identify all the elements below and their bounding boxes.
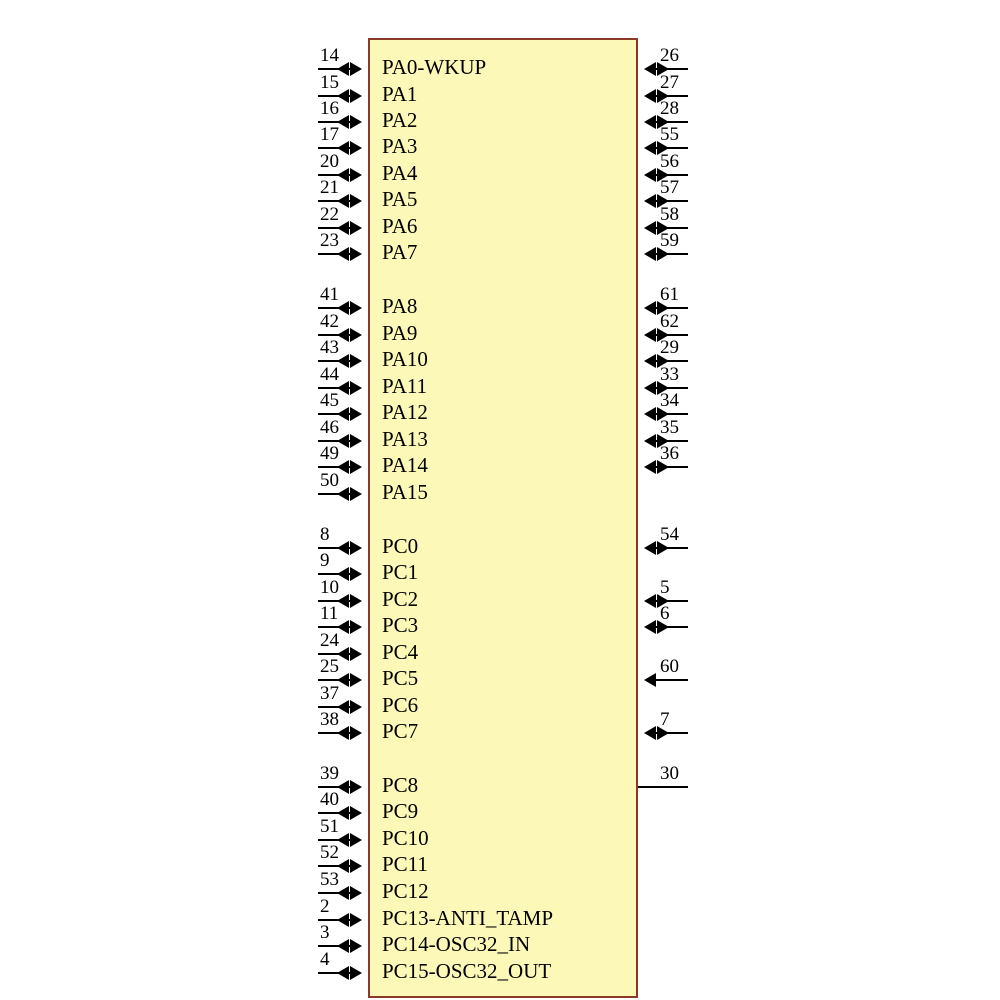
pin-arrow-in-icon: [644, 221, 656, 235]
pin-number: 3: [320, 922, 330, 943]
pin-number: 62: [660, 311, 679, 332]
pin-arrow-in-icon: [350, 594, 362, 608]
pin-number: 8: [320, 524, 330, 545]
pin-label: PA6: [382, 214, 418, 238]
pin-arrow-in-icon: [644, 381, 656, 395]
pin-number: 4: [320, 949, 330, 970]
pin-arrow-in-icon: [350, 541, 362, 555]
pin-number: 56: [660, 151, 679, 172]
pin-arrow-in-icon: [350, 381, 362, 395]
pin-number: 7: [660, 709, 670, 730]
pin-arrow-in-icon: [644, 328, 656, 342]
pin-number: 61: [660, 284, 679, 305]
pin-number: 35: [660, 417, 679, 438]
pin-number: 27: [660, 72, 679, 93]
pin-number: 17: [320, 124, 339, 145]
pin-number: 51: [320, 816, 339, 837]
pin-number: 29: [660, 337, 679, 358]
pin-label: PA1: [382, 82, 418, 106]
pin-label: PC2: [382, 587, 419, 611]
pin-label: PC9: [382, 799, 419, 823]
pin-wire: [638, 786, 688, 788]
pin-number: 57: [660, 177, 679, 198]
pin-arrow-in-icon: [350, 487, 362, 501]
pin-arrow-in-icon: [350, 806, 362, 820]
pin-arrow-in-icon: [644, 141, 656, 155]
pin-arrow-in-icon: [350, 354, 362, 368]
pin-arrow-in-icon: [350, 966, 362, 980]
pin-label: PA13: [382, 427, 428, 451]
pin-arrow-out-icon: [337, 913, 349, 927]
pin-arrow-in-icon: [644, 247, 656, 261]
pin-arrow-out-icon: [337, 966, 349, 980]
pin-arrow-in-icon: [644, 434, 656, 448]
pin-number: 49: [320, 443, 339, 464]
pin-label: PC11: [382, 852, 428, 876]
pin-arrow-in-icon: [350, 859, 362, 873]
pin-label: PA14: [382, 453, 428, 477]
pin-arrow-in-icon: [350, 939, 362, 953]
pin-arrow-in-icon: [350, 89, 362, 103]
pin-arrow-in-icon: [350, 833, 362, 847]
pin-arrow-in-icon: [644, 89, 656, 103]
pin-number: 38: [320, 709, 339, 730]
pin-label: PC5: [382, 666, 419, 690]
pin-number: 15: [320, 72, 339, 93]
pin-number: 60: [660, 656, 679, 677]
pin-label: PA2: [382, 108, 418, 132]
pin-number: 45: [320, 390, 339, 411]
pin-arrow-in-icon: [644, 168, 656, 182]
pin-number: 41: [320, 284, 339, 305]
pin-arrow-in-icon: [350, 221, 362, 235]
pin-number: 33: [660, 364, 679, 385]
pin-arrow-in-icon: [644, 726, 656, 740]
pin-arrow-in-icon: [644, 115, 656, 129]
pin-number: 37: [320, 683, 339, 704]
pin-number: 40: [320, 789, 339, 810]
pin-wire: [654, 679, 688, 681]
pin-arrow-in-icon: [350, 700, 362, 714]
pin-arrow-in-icon: [350, 407, 362, 421]
pin-arrow-in-icon: [644, 301, 656, 315]
pin-label: PC4: [382, 640, 419, 664]
pin-arrow-in-icon: [644, 194, 656, 208]
pin-number: 36: [660, 443, 679, 464]
pin-number: 25: [320, 656, 339, 677]
pin-label: PC6: [382, 693, 419, 717]
pin-number: 59: [660, 230, 679, 251]
pin-arrow-in-icon: [644, 541, 656, 555]
pin-number: 20: [320, 151, 339, 172]
pin-number: 30: [660, 763, 679, 784]
pin-label: PA7: [382, 240, 418, 264]
pin-arrow-in-icon: [350, 115, 362, 129]
pin-number: 54: [660, 524, 679, 545]
pin-number: 52: [320, 842, 339, 863]
pin-arrow-in-icon: [350, 673, 362, 687]
pin-label: PC3: [382, 613, 419, 637]
pin-arrow-in-icon: [644, 354, 656, 368]
pin-arrow-in-icon: [350, 194, 362, 208]
pin-number: 34: [660, 390, 679, 411]
pin-arrow-in-icon: [350, 62, 362, 76]
pin-arrow-in-icon: [350, 301, 362, 315]
pin-arrow-in-icon: [350, 886, 362, 900]
pin-number: 2: [320, 896, 330, 917]
pin-number: 11: [320, 603, 339, 624]
pin-number: 9: [320, 550, 330, 571]
pin-number: 46: [320, 417, 339, 438]
pin-label: PC10: [382, 826, 429, 850]
pin-number: 44: [320, 364, 339, 385]
pin-arrow-in-icon: [350, 647, 362, 661]
pin-arrow-in-icon: [350, 247, 362, 261]
pin-label: PC7: [382, 719, 419, 743]
pin-number: 42: [320, 311, 339, 332]
pin-arrow-in-icon: [350, 141, 362, 155]
pin-arrow-in-icon: [350, 460, 362, 474]
pin-number: 6: [660, 603, 670, 624]
pin-arrow-in-icon: [350, 328, 362, 342]
pin-arrow-in-icon: [644, 62, 656, 76]
pin-arrow-in-icon: [644, 407, 656, 421]
pin-number: 53: [320, 869, 339, 890]
pin-number: 16: [320, 98, 339, 119]
pin-number: 14: [320, 45, 339, 66]
pin-label: PC12: [382, 879, 429, 903]
pin-number: 10: [320, 577, 339, 598]
pin-label: PA15: [382, 480, 428, 504]
pin-number: 26: [660, 45, 679, 66]
pin-label: PA5: [382, 187, 418, 211]
pin-number: 28: [660, 98, 679, 119]
pin-number: 21: [320, 177, 339, 198]
pin-arrow-out-icon: [337, 939, 349, 953]
pin-arrow-in-icon: [350, 726, 362, 740]
pin-label: PC15-OSC32_OUT: [382, 959, 552, 983]
pin-label: PA4: [382, 161, 418, 185]
pin-number: 22: [320, 204, 339, 225]
pin-number: 50: [320, 470, 339, 491]
pin-arrow-in-icon: [644, 673, 656, 687]
pin-label: PA12: [382, 400, 428, 424]
pin-arrow-in-icon: [350, 434, 362, 448]
pin-label: PC0: [382, 534, 419, 558]
pin-number: 5: [660, 577, 670, 598]
pin-label: PC1: [382, 560, 419, 584]
pin-arrow-out-icon: [337, 541, 349, 555]
pin-arrow-in-icon: [350, 913, 362, 927]
pin-arrow-in-icon: [644, 460, 656, 474]
pin-arrow-in-icon: [350, 168, 362, 182]
pin-number: 58: [660, 204, 679, 225]
pin-label: PC13-ANTI_TAMP: [382, 906, 553, 930]
pin-label: PA0-WKUP: [382, 55, 487, 79]
pin-label: PA10: [382, 347, 428, 371]
pin-number: 55: [660, 124, 679, 145]
pin-number: 23: [320, 230, 339, 251]
pin-arrow-in-icon: [644, 594, 656, 608]
pin-label: PA8: [382, 294, 418, 318]
pin-number: 24: [320, 630, 339, 651]
pin-label: PA3: [382, 134, 418, 158]
pin-label: PC14-OSC32_IN: [382, 932, 531, 956]
pin-arrow-in-icon: [350, 567, 362, 581]
pin-label: PA11: [382, 374, 428, 398]
pin-label: PC8: [382, 773, 419, 797]
pin-number: 43: [320, 337, 339, 358]
pin-arrow-in-icon: [644, 620, 656, 634]
pin-number: 39: [320, 763, 339, 784]
pin-label: PA9: [382, 321, 418, 345]
pin-arrow-in-icon: [350, 780, 362, 794]
pin-arrow-in-icon: [350, 620, 362, 634]
